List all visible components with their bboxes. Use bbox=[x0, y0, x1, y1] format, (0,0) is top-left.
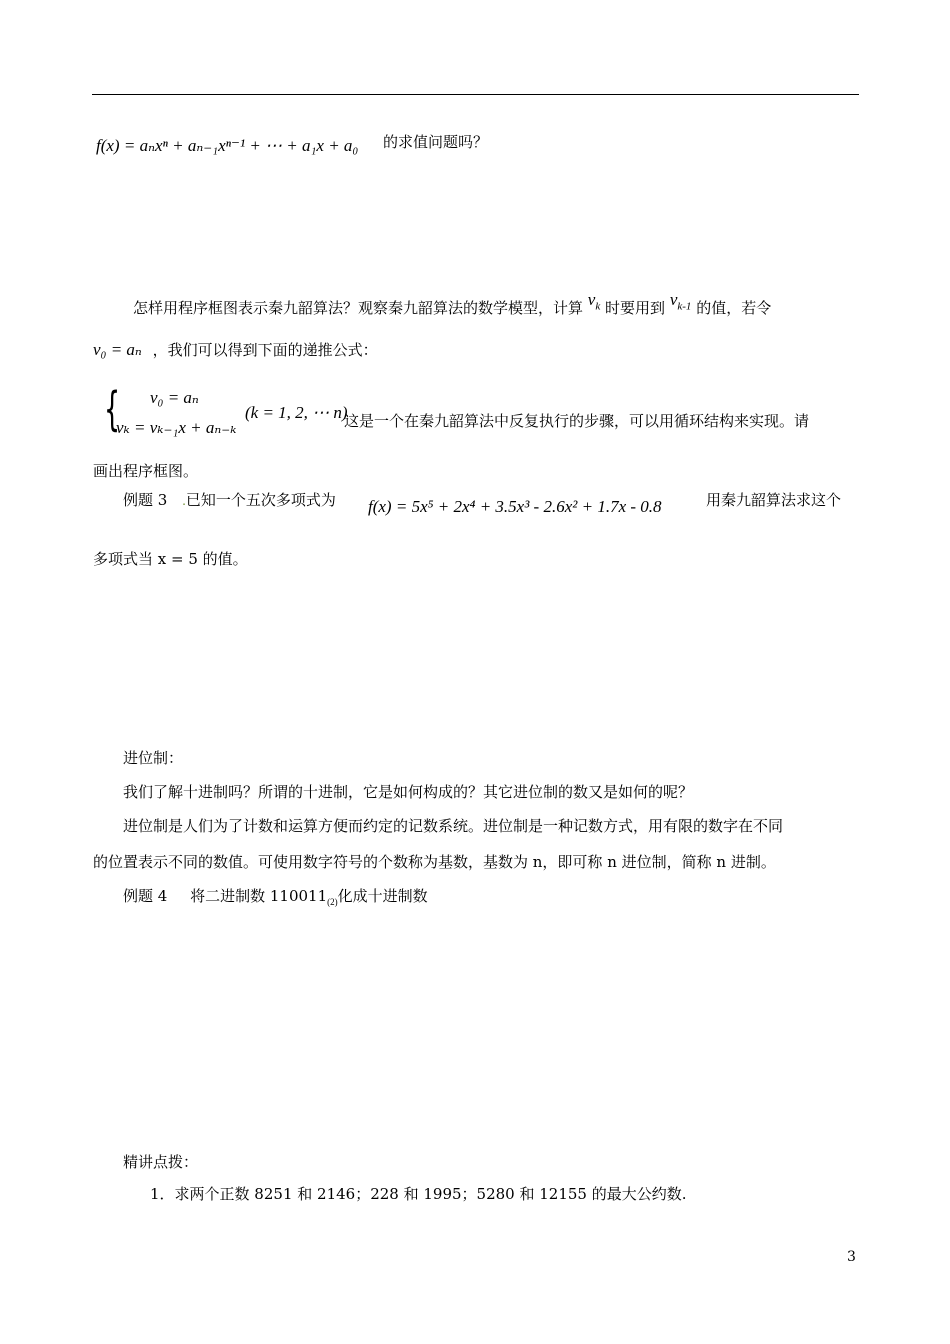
v0-formula: v₀ = aₙ bbox=[93, 340, 142, 359]
example-3-tail: 用秦九韶算法求这个 bbox=[706, 491, 842, 509]
base-paragraph-2a: 进位制是人们为了计数和运算方便而约定的记数系统。进位制是一种记数方式，用有限的数字在不同 bbox=[123, 817, 784, 835]
paragraph-qinjiushao-2 bbox=[93, 339, 378, 360]
example-4-subscript: (2) bbox=[327, 897, 338, 907]
base-paragraph-2b: 的位置表示不同的数值。可使用数字符号的个数称为基数，基数为 n，即可称 n 进位制，简称 n 进制。 bbox=[93, 853, 776, 871]
left-brace: { bbox=[104, 382, 121, 436]
paragraph-qinjiushao bbox=[133, 290, 772, 320]
example-3-text: 已知一个五次多项式为 bbox=[185, 491, 336, 509]
p1-text-d: ，我们可以得到下面的递推公式： bbox=[152, 341, 378, 359]
explain-item-1: 1．求两个正数 8251 和 2146；228 和 1995；5280 和 12155 的最大公约数. bbox=[150, 1185, 687, 1203]
polynomial-tail: 的求值问题吗？ bbox=[383, 133, 489, 151]
example-4 bbox=[123, 885, 428, 907]
example-4-label: 例题 4 bbox=[123, 887, 168, 905]
p1-text-b: 时要用到 bbox=[605, 299, 666, 317]
recurrence-tail: 这是一个在秦九韶算法中反复执行的步骤，可以用循环结构来实现。请 bbox=[344, 412, 810, 430]
example-3-label: 例题 3 bbox=[123, 491, 168, 509]
recurrence-tail-2: 画出程序框图。 bbox=[93, 462, 199, 480]
example-4-tail: 化成十进制数 bbox=[337, 887, 428, 905]
polynomial-formula: f(x) = aₙxⁿ + aₙ₋₁xⁿ⁻¹ + ⋯ + a₁x + a₀ bbox=[96, 136, 359, 155]
example-3-formula: f(x) = 5x⁵ + 2x⁴ + 3.5x³ - 2.6x² + 1.7x - 0.8 bbox=[368, 497, 662, 516]
header-rule bbox=[92, 94, 859, 95]
example-3 bbox=[123, 489, 336, 510]
recurrence-line-1: v₀ = aₙ bbox=[150, 388, 199, 407]
section-title-explain: 精讲点拨： bbox=[123, 1153, 199, 1171]
page-number: 3 bbox=[847, 1249, 856, 1265]
example-4-text: 将二进制数 110011 bbox=[190, 887, 328, 905]
base-paragraph-1: 我们了解十进制吗？所谓的十进制，它是如何构成的？其它进位制的数又是如何的呢？ bbox=[123, 783, 694, 801]
vk1-symbol: $v_{k-1}$ bbox=[669, 290, 692, 313]
vk-symbol: $v_k$ bbox=[587, 290, 601, 313]
marker-dot: . bbox=[182, 494, 186, 508]
example-3-line-2: 多项式当 x = 5 的值。 bbox=[93, 550, 248, 568]
recurrence-line-2: vₖ = vₖ₋₁x + aₙ₋ₖ bbox=[116, 418, 237, 437]
p1-text-c: 的值，若令 bbox=[696, 299, 772, 317]
recurrence-condition: (k = 1, 2, ⋯ n) bbox=[245, 403, 348, 422]
p1-text-a: 怎样用程序框图表示秦九韶算法？观察秦九韶算法的数学模型，计算 bbox=[133, 299, 584, 317]
section-title-base: 进位制： bbox=[123, 749, 184, 767]
polynomial-line bbox=[96, 136, 358, 156]
